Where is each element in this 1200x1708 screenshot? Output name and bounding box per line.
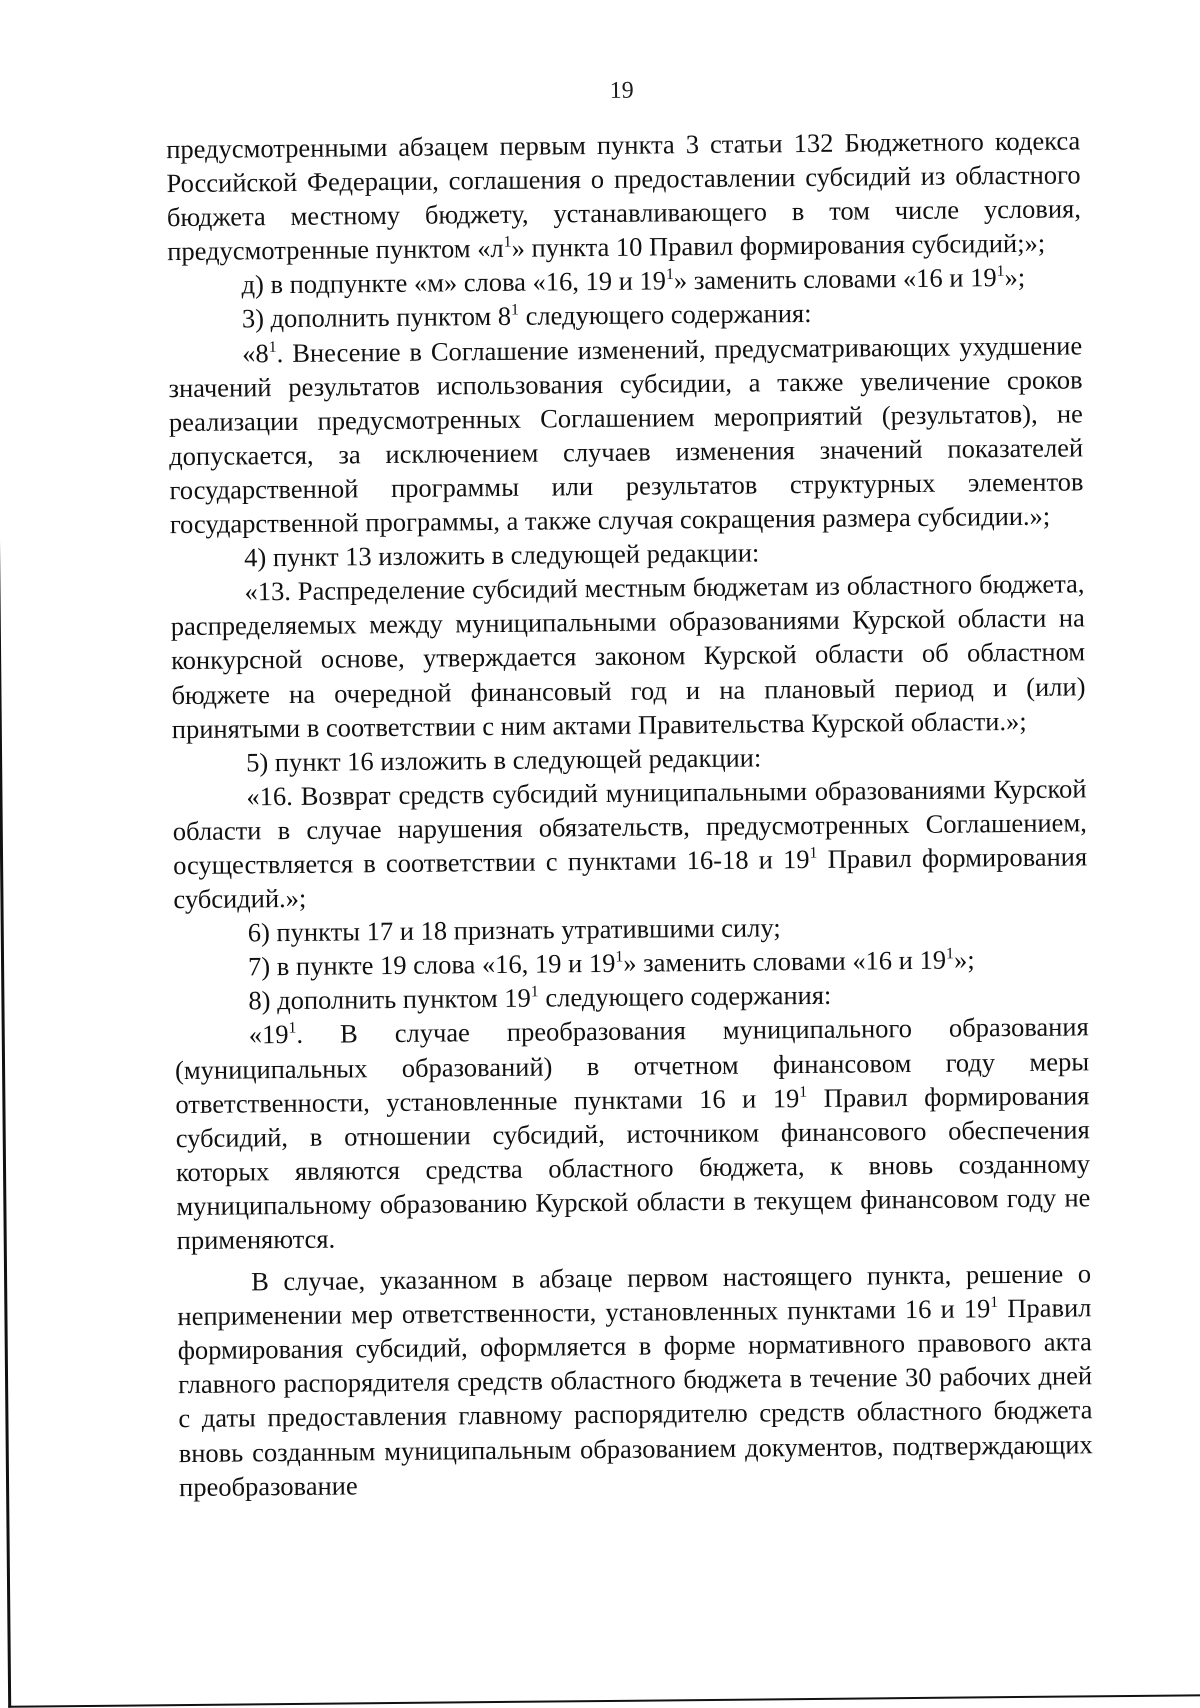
- paragraph-point-8-1: [168, 328, 1084, 541]
- superscript: 1: [530, 983, 539, 1001]
- superscript: 1: [615, 948, 624, 966]
- superscript: 1: [510, 301, 520, 319]
- superscript: 1: [288, 1020, 297, 1038]
- text-fragment: » заменить словами «16 и 19: [623, 944, 947, 979]
- text-fragment: Правил формирования субсидий.»;: [173, 841, 1088, 915]
- text-fragment: 3) дополнить пунктом 8: [241, 301, 512, 334]
- page-number: 19: [609, 77, 634, 104]
- paragraph-point-19-1-second: [177, 1256, 1093, 1503]
- text-fragment: «16. Возврат средств субсидий муниципальными образованиями Курской области в случае нарушения обязательств, предусмотренных Соглашением, осуществляется в соответствии с пунктами 16-18 и 19: [172, 773, 1087, 881]
- text-fragment: В случае, указанном в абзаце первом настоящего пункта, решение о неприменении мер ответственности, установленных пунктами 16 и 19: [177, 1258, 1092, 1332]
- text-fragment: предусмотренными абзацем первым пункта 3 статьи 132 Бюджетного кодекса Российской Федерации, соглашения о предоставлении субсидий из областного бюджета местному бюджету, устанавливающего в том числе условия, предусмотренные пунктом «л: [166, 125, 1082, 267]
- text-fragment: » заменить словами «16 и 19: [673, 262, 997, 296]
- paragraph-point-13: «13. Распределение субсидий местным бюджетам из областного бюджета, распределяемых между муниципальными образованиями Курской области на конкурсной основе, утверждается законом Курской области об областном бюджете на очередной финансовый год и на плановый период и (или) принятыми в соответствии с ним актами Правительства Курской области.»;: [170, 568, 1086, 744]
- paragraph-item-6: 6) пункты 17 и 18 признать утратившими силу;: [247, 912, 781, 948]
- text-fragment: д) в подпункте «м» слова «16, 19 и 19: [241, 265, 667, 300]
- paragraph-point-16: [172, 771, 1087, 916]
- paragraph-continuation: [166, 123, 1081, 268]
- text-fragment: . Внесение в Соглашение изменений, предусматривающих ухудшение значений результатов использования субсидии, а также увеличение сроков реализации предусмотренных Соглашением мероприятий (результатов), не допускается, за исключением случаев изменения значений показателей государственной программы или результатов структурных элементов государственной программы, а также случая сокращения размера субсидии.»;: [168, 329, 1084, 540]
- superscript: 1: [503, 233, 512, 251]
- text-fragment: Правил формирования субсидий, в отношении субсидий, источником финансового обеспечения которых являются средства областного бюджета, к вновь созданному муниципальному образованию Курской области в текущем финансовом году не применяются.: [175, 1079, 1091, 1256]
- text-fragment: 8) дополнить пунктом 19: [248, 983, 531, 1016]
- text-fragment: следующего содержания:: [538, 980, 832, 1013]
- text-fragment: » пункта 10 Правил формирования субсидий;»;: [511, 227, 1046, 264]
- text-fragment: «8: [242, 337, 269, 368]
- superscript: 1: [799, 1083, 808, 1101]
- superscript: 1: [268, 338, 277, 356]
- document-body: [166, 123, 1093, 1503]
- text-fragment: . В случае преобразования муниципального образования (муниципальных образований) в отчетном финансовом году меры ответственности, установленные пунктами 16 и 19: [174, 1011, 1090, 1119]
- text-fragment: »;: [1004, 262, 1026, 293]
- paragraph-item-5: 5) пункт 16 изложить в следующей редакции:: [245, 742, 762, 778]
- superscript: 1: [809, 844, 818, 862]
- text-fragment: 7) в пункте 19 слова «16, 19 и 19: [247, 948, 616, 982]
- paragraph-item-4: 4) пункт 13 изложить в следующей редакции:: [244, 537, 760, 573]
- text-fragment: следующего содержания:: [518, 298, 812, 332]
- superscript: 1: [990, 1294, 999, 1312]
- superscript: 1: [665, 266, 674, 284]
- paragraph-point-19-1: [175, 1010, 1091, 1257]
- superscript: 1: [996, 263, 1005, 281]
- superscript: 1: [945, 945, 955, 963]
- text-fragment: «19: [248, 1019, 289, 1050]
- text-fragment: Правил формирования субсидий, оформляется в форме нормативного правового акта главного распорядителя средств областного бюджета в течение 30 рабочих дней с даты предоставления главному распорядителю средств областного бюджета вновь созданным муниципальным образованием документов, подтверждающих преобразование: [177, 1292, 1093, 1502]
- text-fragment: »;: [953, 944, 975, 975]
